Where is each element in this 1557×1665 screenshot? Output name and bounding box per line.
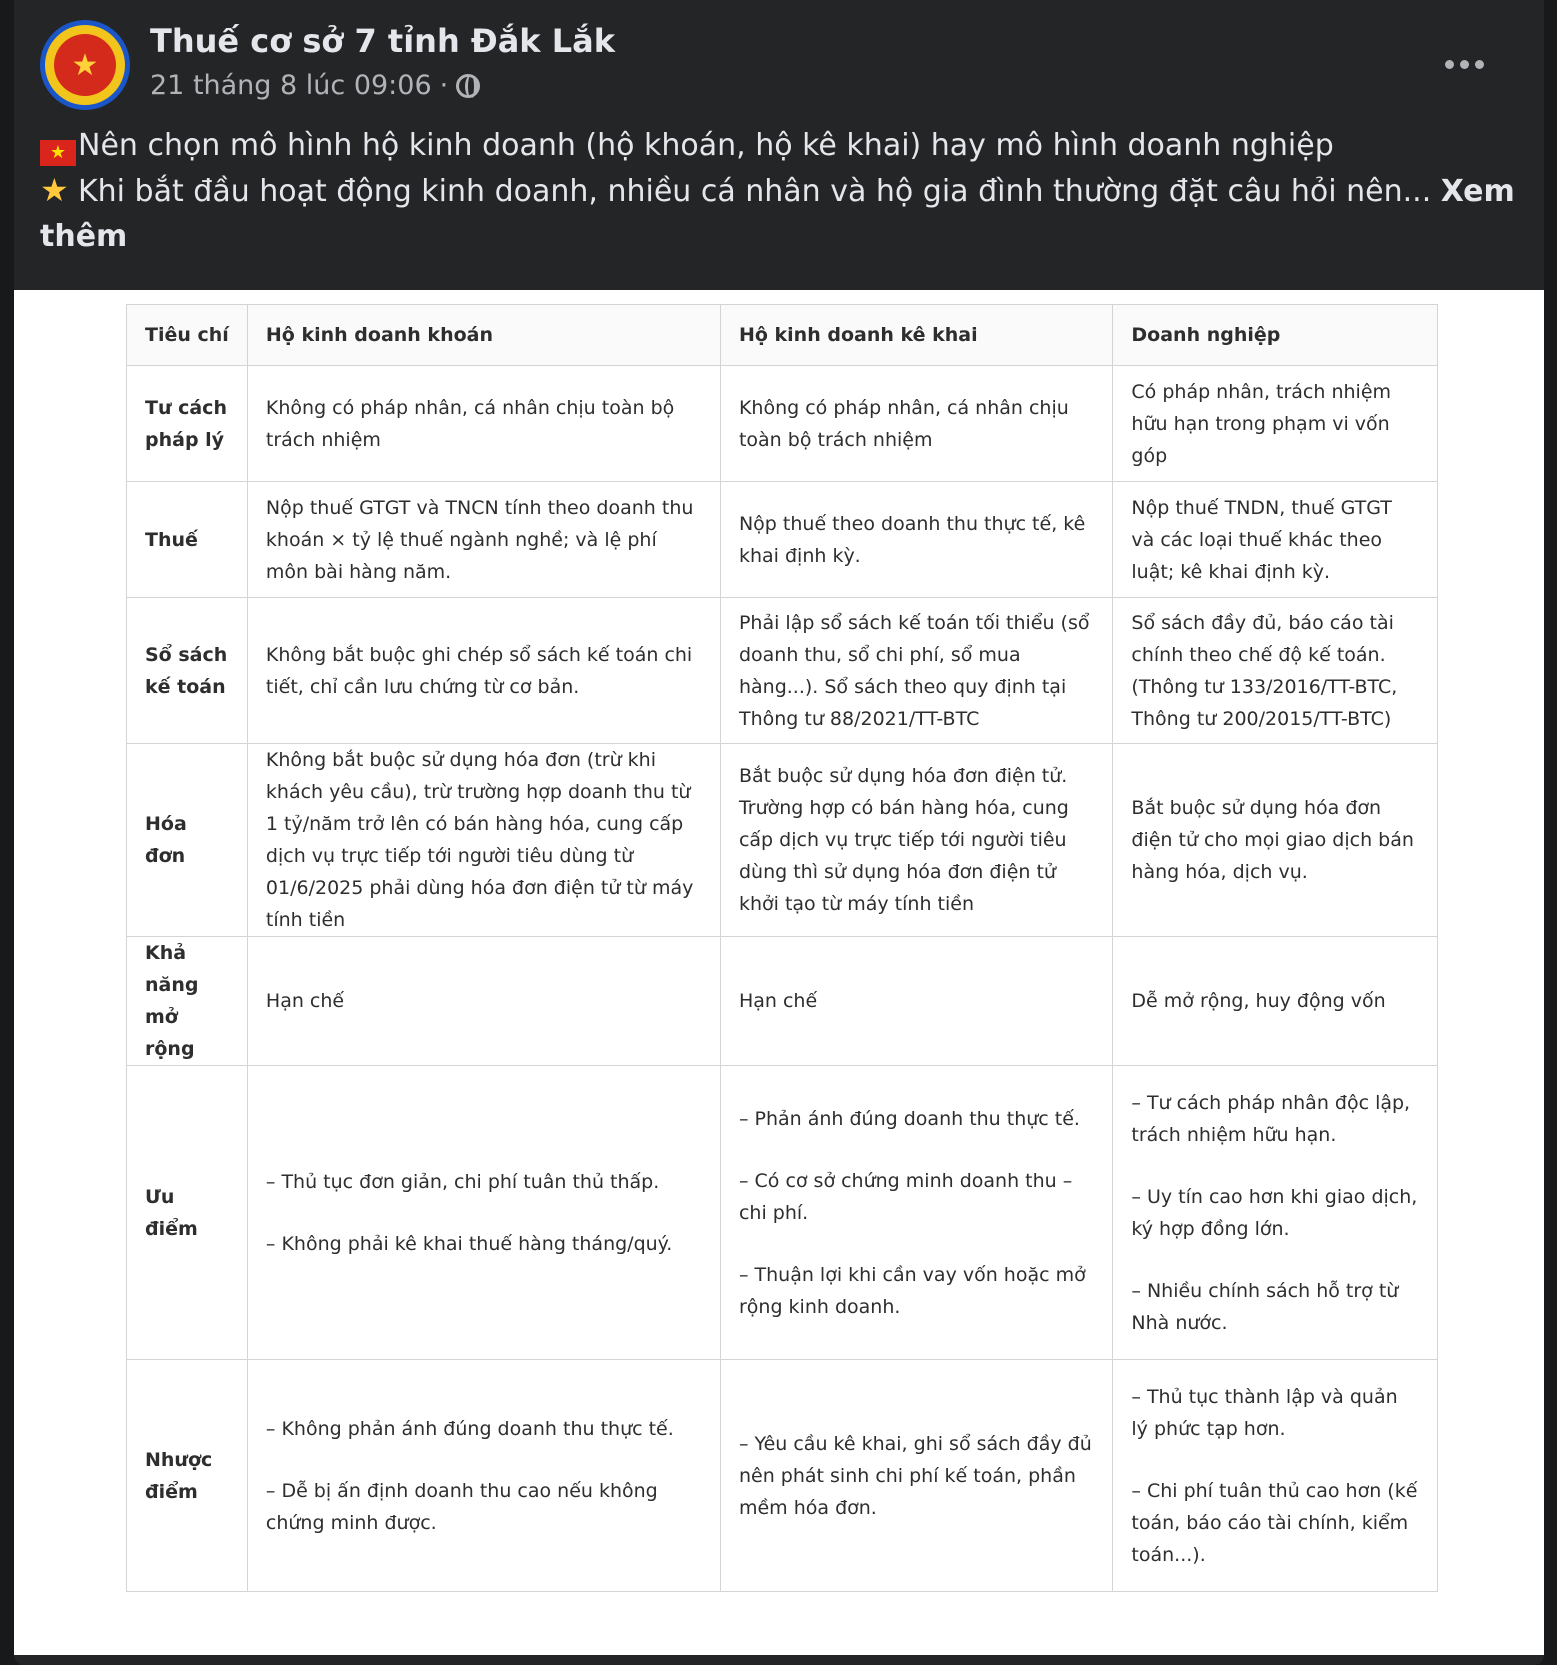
meta-separator: ·	[439, 70, 449, 101]
table-header-row	[127, 305, 1438, 366]
cell-paragraph: Hạn chế	[265, 990, 345, 1012]
table-row	[127, 1360, 1438, 1592]
see-more-link-continued[interactable]: thêm	[40, 219, 128, 254]
cell-paragraph: Hạn chế	[738, 990, 818, 1012]
post-image[interactable]	[14, 290, 1544, 1655]
cell-dn	[1113, 744, 1438, 937]
cell-kekhai	[720, 598, 1112, 744]
cell-dn	[1113, 1360, 1438, 1592]
cell-paragraph: Dễ mở rộng, huy động vốn	[1131, 990, 1386, 1012]
cell-kekhai	[720, 937, 1112, 1066]
cell-paragraph: – Uy tín cao hơn khi giao dịch, ký hợp đồng lớn.	[1131, 1185, 1418, 1240]
cell-paragraph: – Có cơ sở chứng minh doanh thu – chi phí.	[738, 1169, 1073, 1224]
header-ho-ke-khai: Hộ kinh doanh kê khai	[720, 305, 1112, 366]
cell-paragraph: Không có pháp nhân, cá nhân chịu toàn bộ trách nhiệm	[738, 396, 1069, 451]
cell-kekhai	[720, 744, 1112, 937]
cell-khoan	[247, 482, 720, 598]
cell-dn	[1113, 482, 1438, 598]
cell-paragraph: Không có pháp nhân, cá nhân chịu toàn bộ trách nhiệm	[265, 396, 675, 451]
cell-paragraph: – Không phải kê khai thuế hàng tháng/quý.	[265, 1232, 673, 1255]
avatar[interactable]	[40, 20, 130, 110]
criterion-cell: Tư cách pháp lý	[127, 366, 248, 482]
post-header	[40, 20, 1520, 112]
table-row	[127, 598, 1438, 744]
table-row	[127, 1066, 1438, 1360]
comparison-table	[126, 304, 1438, 1592]
cell-paragraph: Nộp thuế theo doanh thu thực tế, kê khai định kỳ.	[738, 512, 1086, 567]
criterion-cell: Thuế	[127, 482, 248, 598]
post-card	[14, 0, 1544, 1665]
see-more-link[interactable]: Xem	[1440, 174, 1515, 209]
cell-paragraph: Bắt buộc sử dụng hóa đơn điện tử. Trường hợp có bán hàng hóa, cung cấp dịch vụ trực tiếp tới người tiêu dùng thì sử dụng hóa đơn điện tử khởi tạo từ máy tính tiền	[738, 765, 1069, 915]
cell-paragraph: Nộp thuế GTGT và TNCN tính theo doanh thu khoán × tỷ lệ thuế ngành nghề; và lệ phí môn bài hàng năm.	[265, 496, 694, 583]
cell-paragraph: – Yêu cầu kê khai, ghi sổ sách đầy đủ nên phát sinh chi phí kế toán, phần mềm hóa đơn.	[738, 1432, 1092, 1519]
page-name[interactable]: Thuế cơ sở 7 tỉnh Đắk Lắk	[150, 22, 615, 60]
post-line-2: ★ Khi bắt đầu hoạt động kinh doanh, nhiều cá nhân và hộ gia đình thường đặt câu hỏi nên... Xem	[40, 168, 1510, 214]
cell-paragraph: Nộp thuế TNDN, thuế GTGT và các loại thuế khác theo luật; kê khai định kỳ.	[1131, 496, 1392, 583]
table-row	[127, 937, 1438, 1066]
criterion-cell: Nhược điểm	[127, 1360, 248, 1592]
more-options-icon[interactable]	[1445, 60, 1484, 69]
vietnam-flag-icon: ★	[40, 140, 76, 166]
cell-paragraph: – Tư cách pháp nhân độc lập, trách nhiệm hữu hạn.	[1131, 1091, 1411, 1146]
post-text	[40, 123, 1515, 259]
table-row	[127, 744, 1438, 937]
cell-khoan	[247, 366, 720, 482]
cell-paragraph: – Phản ánh đúng doanh thu thực tế.	[738, 1107, 1080, 1130]
table-row	[127, 366, 1438, 482]
globe-icon	[456, 74, 480, 98]
cell-khoan	[247, 1360, 720, 1592]
cell-kekhai	[720, 366, 1112, 482]
cell-paragraph: Không bắt buộc sử dụng hóa đơn (trừ khi khách yêu cầu), trừ trường hợp doanh thu từ 1 tỷ/năm trở lên có bán hàng hóa, cung cấp dịch vụ trực tiếp tới người tiêu dùng từ 01/6/2025 phải dùng hóa đơn điện tử từ máy tính tiền	[265, 749, 694, 931]
header-doanh-nghiep: Doanh nghiệp	[1113, 305, 1438, 366]
cell-dn	[1113, 937, 1438, 1066]
cell-paragraph: – Thủ tục đơn giản, chi phí tuân thủ thấp.	[265, 1170, 660, 1193]
cell-paragraph: Có pháp nhân, trách nhiệm hữu hạn trong phạm vi vốn góp	[1131, 380, 1392, 467]
cell-paragraph: – Không phản ánh đúng doanh thu thực tế.	[265, 1417, 674, 1440]
cell-khoan	[247, 744, 720, 937]
cell-paragraph: – Dễ bị ấn định doanh thu cao nếu không chứng minh được.	[265, 1479, 658, 1534]
cell-khoan	[247, 937, 720, 1066]
emblem-icon: ★	[45, 25, 125, 105]
cell-paragraph: Phải lập sổ sách kế toán tối thiểu (sổ doanh thu, sổ chi phí, sổ mua hàng...). Sổ sách theo quy định tại Thông tư 88/2021/TT-BTC	[738, 611, 1090, 730]
post-meta	[150, 70, 480, 101]
cell-paragraph: Sổ sách đầy đủ, báo cáo tài chính theo chế độ kế toán. (Thông tư 133/2016/TT-BTC, Thông tư 200/2015/TT-BTC)	[1131, 611, 1398, 730]
criterion-cell: Ưu điểm	[127, 1066, 248, 1360]
table-row	[127, 482, 1438, 598]
cell-paragraph: – Chi phí tuân thủ cao hơn (kế toán, báo cáo tài chính, kiểm toán...).	[1131, 1479, 1418, 1566]
cell-kekhai	[720, 1066, 1112, 1360]
criterion-cell: Sổ sách kế toán	[127, 598, 248, 744]
cell-dn	[1113, 598, 1438, 744]
criterion-cell: Hóa đơn	[127, 744, 248, 937]
header-ho-khoan: Hộ kinh doanh khoán	[247, 305, 720, 366]
cell-paragraph: Bắt buộc sử dụng hóa đơn điện tử cho mọi giao dịch bán hàng hóa, dịch vụ.	[1131, 797, 1414, 883]
cell-dn	[1113, 1066, 1438, 1360]
star-icon: ★	[40, 171, 69, 209]
cell-paragraph: – Thủ tục thành lập và quản lý phức tạp hơn.	[1131, 1385, 1398, 1440]
timestamp[interactable]: 21 tháng 8 lúc 09:06	[150, 70, 432, 101]
header-criterion: Tiêu chí	[127, 305, 248, 366]
cell-paragraph: Không bắt buộc ghi chép sổ sách kế toán chi tiết, chỉ cần lưu chứng từ cơ bản.	[265, 643, 693, 698]
cell-dn	[1113, 366, 1438, 482]
post-line-1: ★ Nên chọn mô hình hộ kinh doanh (hộ khoán, hộ kê khai) hay mô hình doanh nghiệp	[40, 123, 1510, 168]
criterion-cell: Khả năng mở rộng	[127, 937, 248, 1066]
cell-khoan	[247, 598, 720, 744]
cell-khoan	[247, 1066, 720, 1360]
cell-kekhai	[720, 1360, 1112, 1592]
cell-paragraph: – Nhiều chính sách hỗ trợ từ Nhà nước.	[1131, 1279, 1399, 1334]
cell-paragraph: – Thuận lợi khi cần vay vốn hoặc mở rộng kinh doanh.	[738, 1263, 1086, 1318]
cell-kekhai	[720, 482, 1112, 598]
